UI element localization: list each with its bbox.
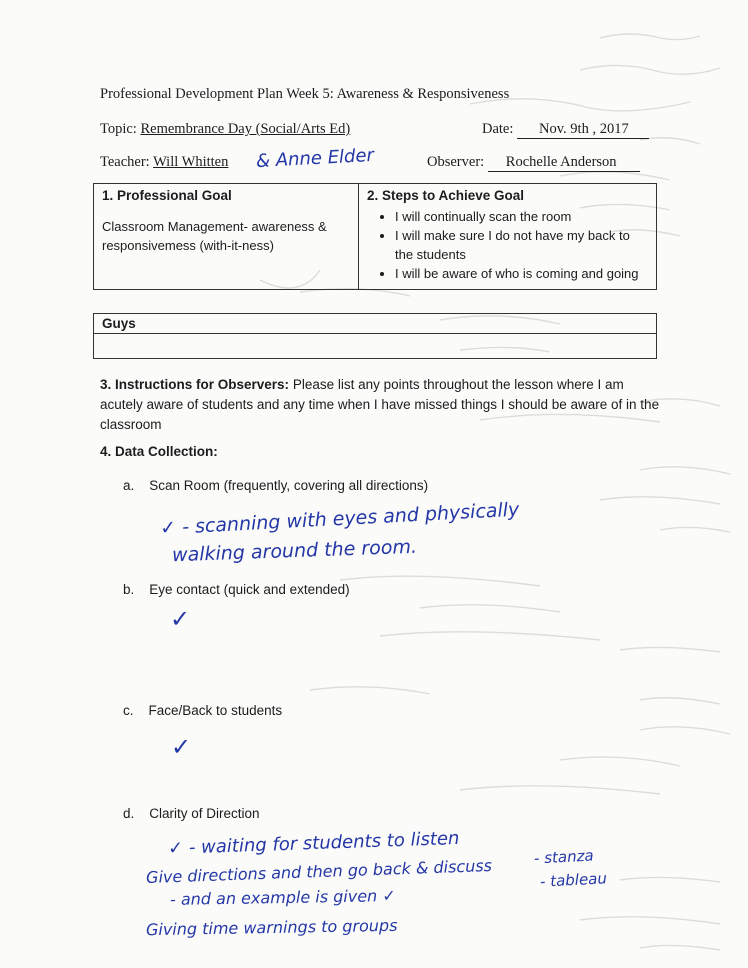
data-collection-heading: 4. Data Collection: (100, 444, 218, 459)
steps-list (367, 207, 648, 283)
checkmark-note: ✓ (171, 733, 192, 761)
checkmark-note: ✓ (170, 605, 191, 633)
teacher-handwritten-addition: & Anne Elder (255, 144, 375, 173)
handwritten-note: ✓ - waiting for students to listen (167, 827, 460, 860)
date-value: Nov. 9th , 2017 (517, 121, 649, 139)
topic-row (100, 121, 350, 138)
teacher-row (100, 154, 228, 171)
observer-label: Observer: (427, 154, 485, 170)
teacher-value: Will Whitten (153, 154, 229, 170)
steps-heading: 2. Steps to Achieve Goal (367, 188, 525, 203)
criterion-letter: b. (123, 582, 135, 597)
instructions-text: Please list any points throughout the lesson where I am acutely aware of students and any time when I have missed things I should be aware of in the classroom (100, 377, 660, 432)
guys-heading: Guys (94, 314, 657, 334)
criterion-label: Scan Room (frequently, covering all directions) (149, 478, 429, 493)
step-item: • I will make sure I do not have my back to the students (395, 226, 648, 264)
observer-instructions (100, 375, 660, 435)
criterion-face-back (123, 703, 282, 718)
date-label: Date: (482, 121, 514, 137)
observer-row (427, 154, 640, 172)
date-row (482, 121, 649, 139)
page-title: Professional Development Plan Week 5: Awareness & Responsiveness (100, 86, 510, 102)
criterion-letter: a. (123, 478, 135, 493)
observer-value: Rochelle Anderson (488, 154, 640, 172)
professional-goal-cell (94, 184, 359, 290)
criterion-label: Clarity of Direction (149, 806, 260, 821)
guys-empty-cell (94, 334, 657, 359)
handwritten-note: - and an example is given ✓ (169, 886, 396, 909)
professional-goal-text: Classroom Management- awareness & responsivemess (with-it-ness) (102, 219, 327, 253)
handwritten-note: - stanza (533, 846, 595, 868)
criterion-letter: d. (123, 806, 135, 821)
guys-table (93, 313, 657, 359)
criterion-eye-contact (123, 582, 350, 597)
step-item: • I will be aware of who is coming and going (395, 264, 648, 283)
criterion-label: Face/Back to students (148, 703, 283, 718)
handwritten-note: Giving time warnings to groups (145, 915, 398, 940)
criterion-clarity-direction (123, 806, 260, 821)
step-item: • I will continually scan the room (395, 207, 648, 226)
teacher-label: Teacher: (100, 154, 150, 170)
handwritten-note: walking around the room. (171, 535, 418, 567)
instructions-heading: 3. Instructions for Observers: (100, 377, 290, 392)
topic-value: Remembrance Day (Social/Arts Ed) (140, 121, 351, 137)
handwritten-note: ✓ - scanning with eyes and physically (159, 498, 520, 540)
criterion-label: Eye contact (quick and extended) (149, 582, 350, 597)
goal-table (93, 183, 657, 290)
handwritten-note: - tableau (539, 869, 608, 891)
professional-goal-heading: 1. Professional Goal (102, 188, 232, 203)
steps-cell (359, 184, 657, 290)
criterion-scan-room (123, 478, 428, 493)
criterion-letter: c. (123, 703, 134, 718)
handwritten-note: Give directions and then go back & discuss (145, 855, 493, 888)
topic-label: Topic: (100, 121, 137, 137)
